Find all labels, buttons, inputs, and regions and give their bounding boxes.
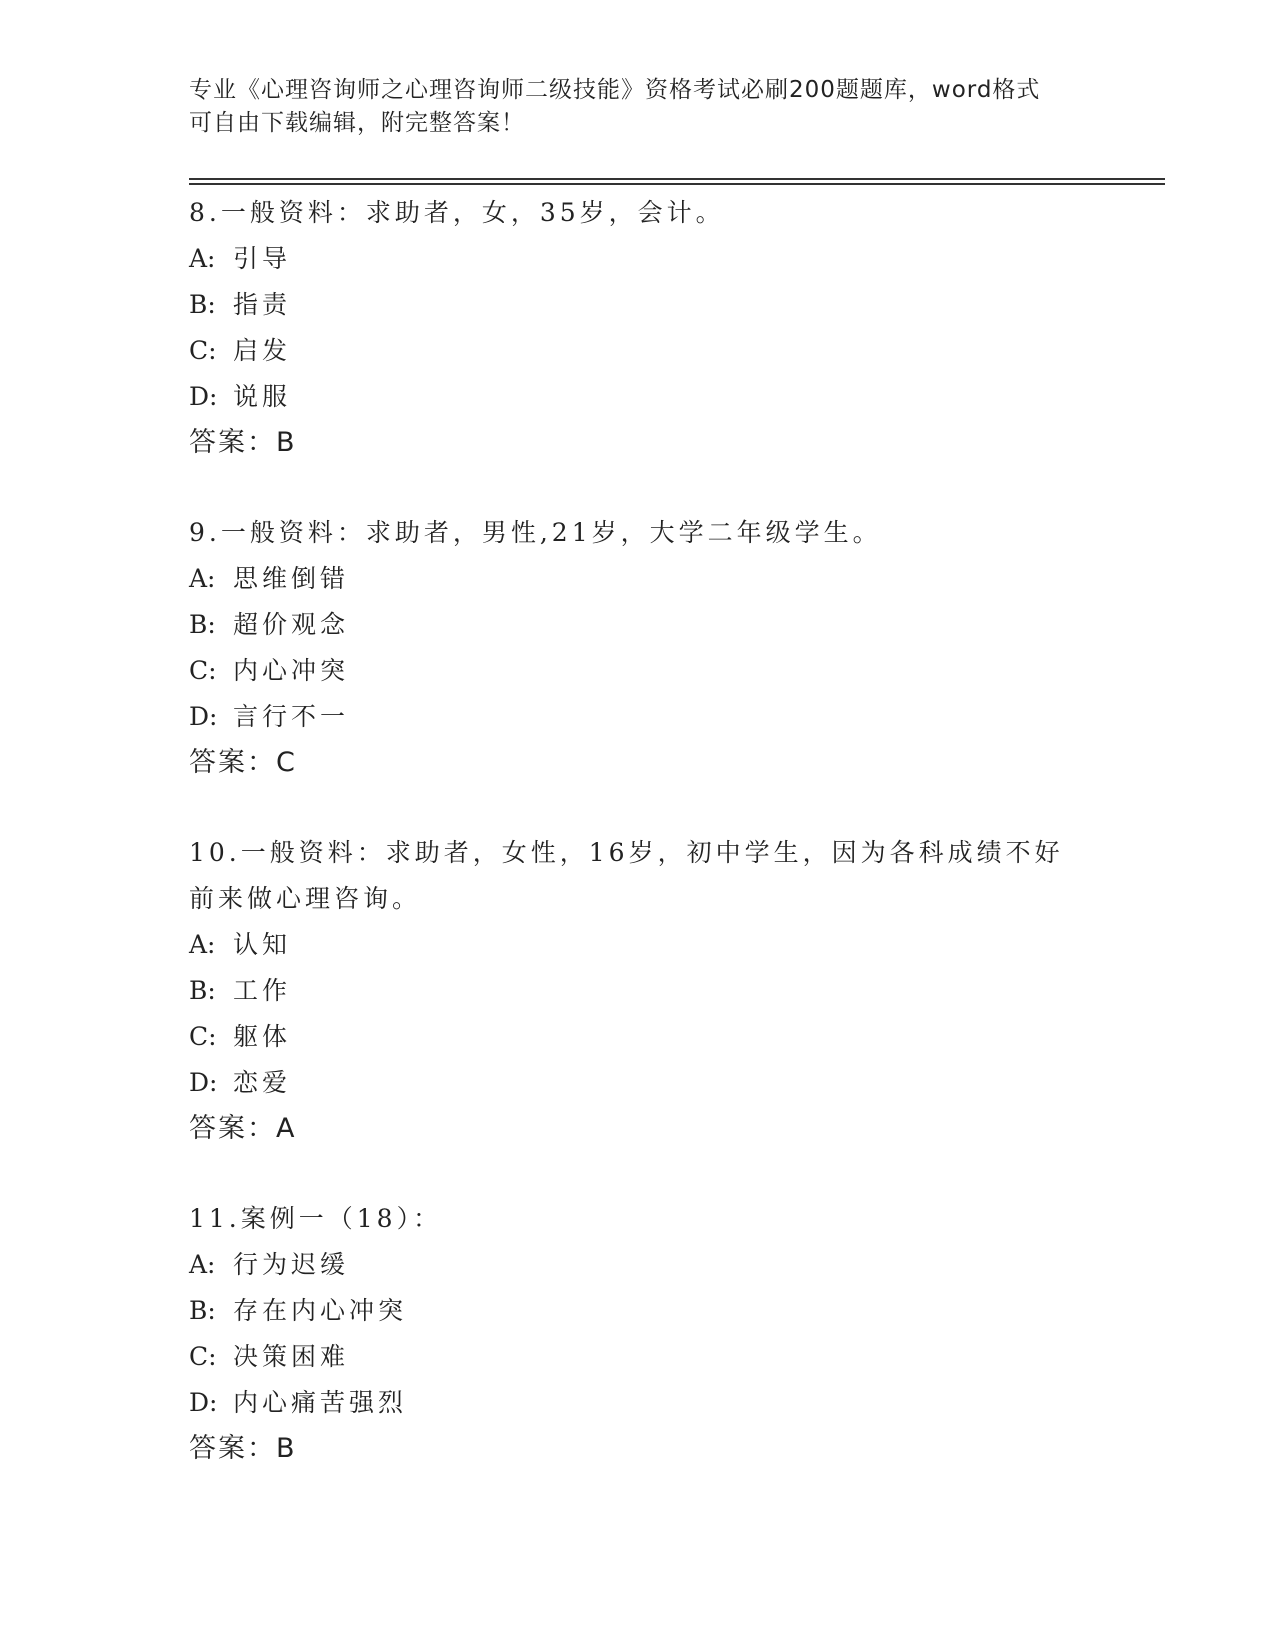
option-letter: D: (189, 1388, 218, 1417)
option-text: 言行不一 (233, 702, 350, 731)
option-letter: D: (189, 702, 218, 731)
answer-line: 答案：B (189, 427, 297, 458)
option-letter: B: (189, 290, 216, 319)
option-a (189, 556, 1089, 602)
option-b (189, 602, 1089, 648)
question-9 (189, 510, 1089, 786)
option-text: 内心痛苦强烈 (233, 1388, 408, 1417)
option-a (189, 236, 1089, 282)
option-text: 行为迟缓 (233, 1250, 350, 1279)
option-c (189, 328, 1089, 374)
option-letter: A: (189, 930, 216, 959)
option-letter: B: (189, 610, 216, 639)
option-d (189, 1380, 1089, 1426)
header-title-line-2: 可自由下载编辑，附完整答案！ (189, 110, 525, 136)
header-divider-bottom (189, 183, 1165, 185)
option-letter: B: (189, 1296, 216, 1325)
option-a (189, 1242, 1089, 1288)
option-letter: A: (189, 244, 216, 273)
question-11 (189, 1196, 1089, 1472)
option-b (189, 282, 1089, 328)
option-text: 工作 (233, 976, 292, 1005)
option-c (189, 648, 1089, 694)
option-b (189, 968, 1089, 1014)
option-text: 超价观念 (233, 610, 350, 639)
option-text: 思维倒错 (233, 564, 350, 593)
option-text: 启发 (233, 336, 292, 365)
option-letter: C: (189, 1022, 217, 1051)
question-10 (189, 830, 1089, 1152)
header-title-line-1: 专业《心理咨询师之心理咨询师二级技能》资格考试必刷200题题库，word格式 (189, 77, 1041, 103)
question-stem: 9.一般资料：求助者，男性,21岁，大学二年级学生。 (189, 518, 882, 547)
question-stem: 8.一般资料：求助者，女，35岁，会计。 (189, 198, 725, 227)
option-text: 躯体 (233, 1022, 292, 1051)
answer-line: 答案：A (189, 1113, 297, 1144)
option-b (189, 1288, 1089, 1334)
question-stem: 10.一般资料：求助者，女性，16岁，初中学生，因为各科成绩不好前来做心理咨询。 (189, 838, 1064, 913)
answer-line: 答案：C (189, 747, 297, 778)
question-list (189, 190, 1089, 1516)
option-text: 存在内心冲突 (233, 1296, 408, 1325)
question-stem: 11.案例一（18）： (189, 1204, 443, 1233)
option-letter: A: (189, 564, 216, 593)
header-divider-top (189, 178, 1165, 180)
answer-line: 答案：B (189, 1433, 297, 1464)
option-letter: C: (189, 1342, 217, 1371)
option-text: 指责 (233, 290, 292, 319)
option-text: 说服 (233, 382, 292, 411)
option-text: 恋爱 (233, 1068, 292, 1097)
option-text: 决策困难 (233, 1342, 350, 1371)
option-letter: D: (189, 1068, 218, 1097)
option-letter: C: (189, 336, 217, 365)
option-d (189, 694, 1089, 740)
document-header (189, 74, 1089, 140)
option-c (189, 1014, 1089, 1060)
option-a (189, 922, 1089, 968)
option-text: 引导 (233, 244, 292, 273)
option-letter: B: (189, 976, 216, 1005)
option-letter: A: (189, 1250, 216, 1279)
option-d (189, 374, 1089, 420)
option-d (189, 1060, 1089, 1106)
option-letter: C: (189, 656, 217, 685)
option-letter: D: (189, 382, 218, 411)
option-text: 认知 (233, 930, 292, 959)
option-text: 内心冲突 (233, 656, 350, 685)
question-8 (189, 190, 1089, 466)
option-c (189, 1334, 1089, 1380)
